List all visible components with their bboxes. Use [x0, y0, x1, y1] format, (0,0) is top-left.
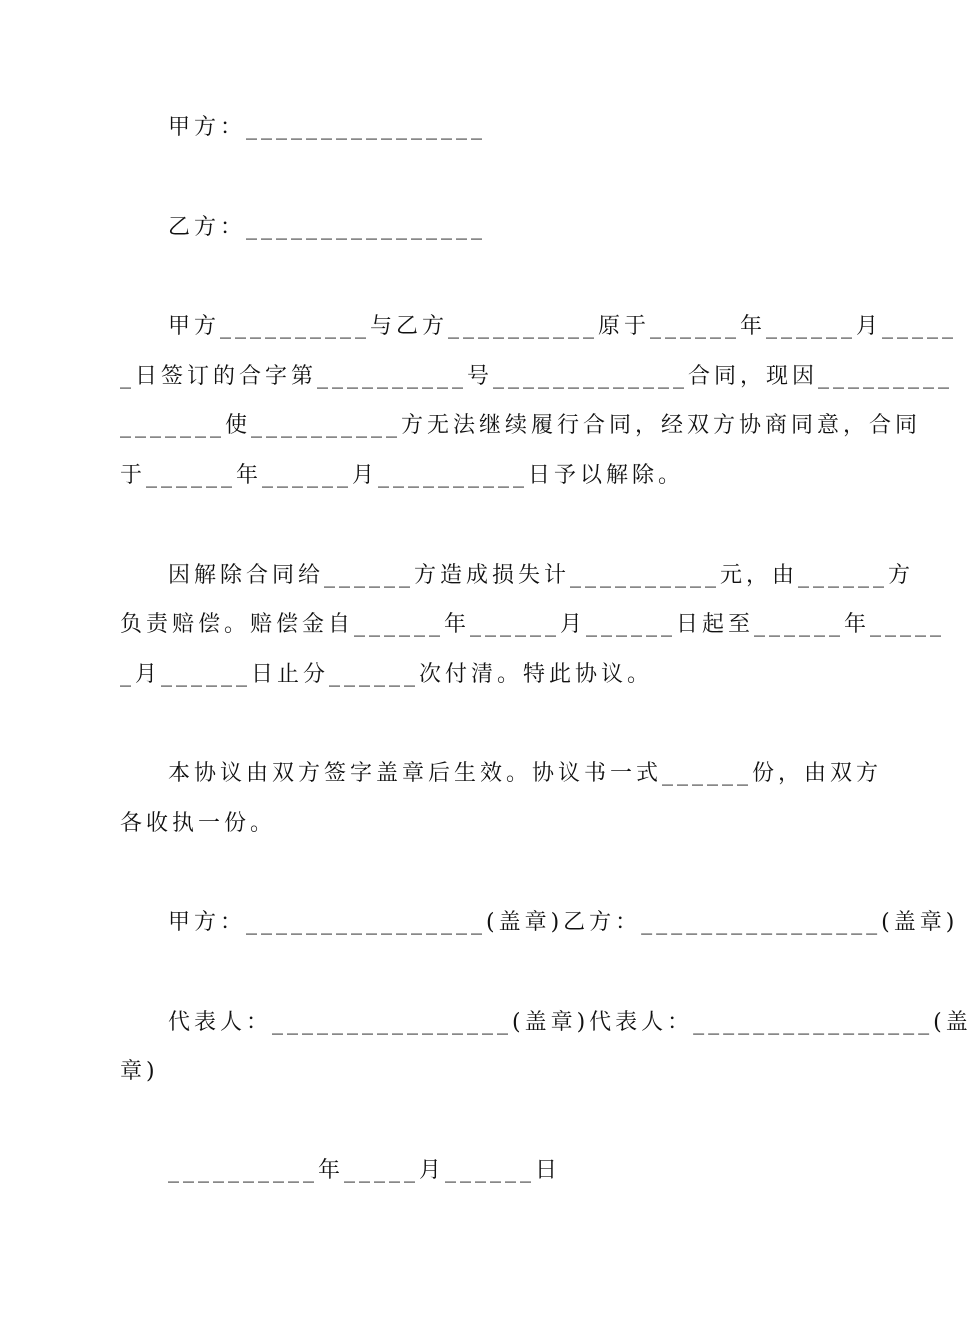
signature-line: 甲方：________________(盖章)乙方：________________(盖章) [168, 910, 959, 935]
date-line: __________年_____月______日 [168, 1158, 562, 1183]
paragraph1-line2: _日签订的合字第__________号_____________合同，现因_________ [120, 364, 954, 389]
paragraph1-line3: _______使__________方无法继续履行合同，经双方协商同意，合同 [120, 413, 922, 438]
representative-line1: 代表人：________________(盖章)代表人：________________(盖 [168, 1010, 972, 1035]
paragraph2-line3: _月______日止分______次付清。特此协议。 [120, 662, 654, 687]
representative-line2: 章) [120, 1059, 159, 1084]
paragraph3-line2: 各收执一份。 [120, 811, 277, 836]
paragraph1-line4: 于______年______月__________日予以解除。 [120, 463, 685, 488]
paragraph2-line2: 负责赔偿。赔偿金自______年______月______日起至______年_____ [120, 612, 946, 637]
paragraph2-line1: 因解除合同给______方造成损失计__________元，由______方 [168, 563, 915, 588]
paragraph1-line1: 甲方__________与乙方__________原于______年______月_____ [168, 314, 958, 339]
party-b-line: 乙方：________________ [168, 215, 487, 240]
party-a-line: 甲方：________________ [168, 115, 487, 140]
paragraph3-line1: 本协议由双方签字盖章后生效。协议书一式______份，由双方 [168, 761, 883, 786]
